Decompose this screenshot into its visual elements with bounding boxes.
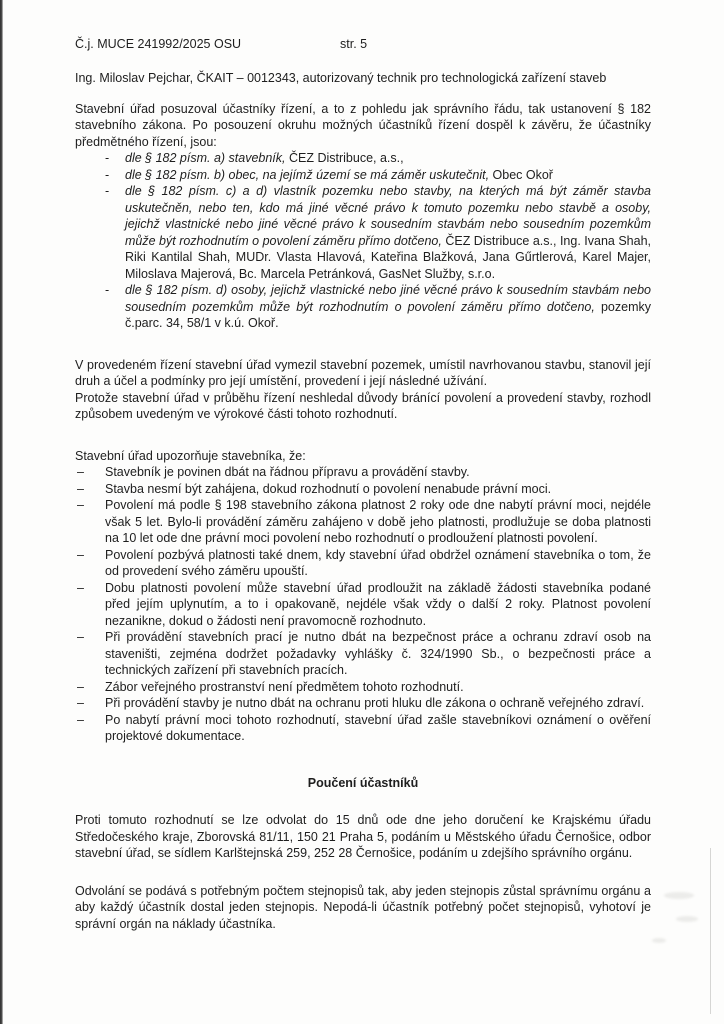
list-item-text: Stavba nesmí být zahájena, dokud rozhodnutí o povolení nenabude právní moci. <box>105 481 552 496</box>
list-item-text: Při provádění stavby je nutno dbát na ochranu proti hluku dle zákona o ochraně veřejného zdraví. <box>105 696 645 710</box>
participants-list-item <box>75 282 651 332</box>
paragraph-participants-intro: Stavební úřad posuzoval účastníky řízení, a to z pohledu jak správního řádu, tak ustanovení § 182 stavebního zákona. Po posouzení okruhu možných účastníků řízení dospěl k závěru, že účastníky předmětného řízení, jsou: <box>75 101 651 149</box>
list-item-text: Dobu platnosti povolení může stavební úřad prodloužit na základě žádosti stavebníka podané před jejím uplynutím, a to i opakovaně, nejdéle však vždy o další 2 roky. Platnost povolení nezanikne, dokud o žádosti není pravomocně rozhodnuto. <box>105 580 651 628</box>
scan-edge-artifact-right <box>710 848 711 1014</box>
reference-number: Č.j. MUCE 241992/2025 OSU <box>75 37 242 51</box>
paragraph-decision: Protože stavební úřad v průběhu řízení neshledal důvody bránící povolení a provedení stavby, rozhodl způsobem uvedeným ve výrokové části tohoto rozhodnutí. <box>75 390 651 421</box>
scan-smudge <box>652 938 666 943</box>
paragraph-review: V provedeném řízení stavební úřad vymezil stavební pozemek, umístil navrhovanou stavbu, stanovil její druh a účel a podmínky pro její umístění, provedení i její následné užívání. <box>75 357 651 388</box>
dash-marker: – <box>77 630 84 644</box>
list-item-text: Povolení má podle § 198 stavebního zákona platnost 2 roky ode dne nabytí právní moci, nejdéle však 5 let. Bylo-li provádění záměru zahájeno v době jeho platnosti, prodlužuje se doba platnosti na 10 let ode dne právní moci povolení nebo rozhodnutí o prodloužení platnosti povolení. <box>105 498 651 545</box>
paragraph-copies: Odvolání se podává s potřebným počtem stejnopisů tak, aby jeden stejnopis zůstal správnímu orgánu a aby každý účastník dostal jeden stejnopis. Nepodá-li účastník potřebný počet stejnopisů, vyhotoví je správní orgán na náklady účastníka. <box>75 883 651 931</box>
scan-smudge <box>664 892 694 899</box>
list-item-text: ČEZ Distribuce, a.s., <box>285 151 404 165</box>
list-item-text: ČEZ Distribuce a.s., Ing. Ivana Shah, Riki Kantilal Shah, MUDr. Vlasta Hlavová, Kateřina Blažková, Jana Gűrtlerová, Karel Majer, Miloslava Majerová, Bc. Marcela Petránková, GasNet Služby, s.r.o. <box>125 233 651 281</box>
scan-smudge <box>676 916 698 922</box>
bullet-marker: - <box>105 184 110 198</box>
bullet-marker: - <box>105 167 110 182</box>
dash-marker: – <box>77 679 84 694</box>
notice-list-item <box>75 497 651 547</box>
notice-list-item <box>75 481 651 498</box>
paragraph-notice-intro: Stavební úřad upozorňuje stavebníka, že: <box>75 448 306 463</box>
list-item-text-italic: dle § 182 písm. a) stavebník, <box>125 151 286 165</box>
list-item-text: Při provádění stavebních prací je nutno dbát na bezpečnost práce a ochranu zdraví osob na staveništi, zejména dodržet požadavky vyhlášky č. 324/1990 Sb., o bezpečnosti práce a technických zařízení při stavebních pracích. <box>105 630 651 677</box>
document-header <box>75 36 651 53</box>
list-item-text-italic: dle § 182 písm. d) osoby, jejichž vlastnické nebo jiné věcné právo k sousedním stavbám nebo sousedním pozemkům může být rozhodnutím o povolení záměru přímo dotčeno, <box>125 283 651 314</box>
notice-list-item <box>75 695 651 712</box>
notice-list-item <box>75 712 651 745</box>
notice-list-item <box>75 629 651 679</box>
section-heading: Poučení účastníků <box>307 775 419 790</box>
dash-marker: – <box>77 580 84 595</box>
list-item-text-italic: dle § 182 písm. c) a d) vlastník pozemku nebo stavby, na kterých má být záměr stavba uskutečněn, nebo ten, kdo má jiné věcné právo k tomuto pozemku nebo stavbě a osoby, jejichž vlastnické nebo jiné věcné právo k sousedním stavbám nebo sousedním pozemkům může být rozhodnutím o povolení záměru přímo dotčeno, <box>125 184 651 248</box>
list-item-text: pozemky č.parc. 34, 58/1 v k.ú. Okoř. <box>125 299 651 330</box>
paragraph-appeal: Proti tomuto rozhodnutí se lze odvolat do 15 dnů ode dne jeho doručení ke Krajskému úřadu Středočeského kraje, Zborovská 81/11, 150 21 Praha 5, podáním u Městského úřadu Černošice, odbor stavební úřad, se sídlem Karlštejnská 259, 252 28 Černošice, podáním u zdejšího správního orgánu. <box>75 813 651 860</box>
dash-marker: – <box>77 696 84 710</box>
notice-list-item <box>75 679 651 696</box>
document-content <box>75 36 651 932</box>
list-item-text: Zábor veřejného prostranství není předmětem tohoto rozhodnutí. <box>105 679 464 694</box>
participants-list-item <box>75 167 651 184</box>
paragraph-engineer: Ing. Miloslav Pejchar, ČKAIT – 0012343, autorizovaný technik pro technologická zařízení staveb <box>75 71 607 85</box>
participants-list-item <box>75 183 651 282</box>
notice-list-item <box>75 547 651 580</box>
participants-list-item <box>75 150 651 167</box>
list-item-text-italic: dle § 182 písm. b) obec, na jejímž území se má záměr uskutečnit, <box>125 167 490 182</box>
list-item-text: Povolení pozbývá platnosti také dnem, kdy stavební úřad obdržel oznámení stavebníka o tom, že od provedení svého záměru upouští. <box>105 547 651 578</box>
notice-list-item <box>75 580 651 630</box>
list-item-text: Po nabytí právní moci tohoto rozhodnutí, stavební úřad zašle stavebníkovi oznámení o ověření projektové dokumentace. <box>105 712 651 743</box>
scan-edge-artifact-left <box>0 0 3 1024</box>
list-item-text: Stavebník je povinen dbát na řádnou přípravu a provádění stavby. <box>105 465 470 479</box>
dash-marker: – <box>77 481 84 496</box>
bullet-marker: - <box>105 151 110 165</box>
dash-marker: – <box>77 465 84 479</box>
dash-marker: – <box>77 547 84 562</box>
dash-marker: – <box>77 498 84 512</box>
page-number: str. 5 <box>340 37 368 51</box>
participants-list <box>75 150 651 332</box>
dash-marker: – <box>77 712 84 727</box>
bullet-marker: - <box>105 283 110 297</box>
list-item-text: Obec Okoř <box>489 167 553 182</box>
notice-list <box>75 464 651 745</box>
notice-list-item <box>75 464 651 481</box>
